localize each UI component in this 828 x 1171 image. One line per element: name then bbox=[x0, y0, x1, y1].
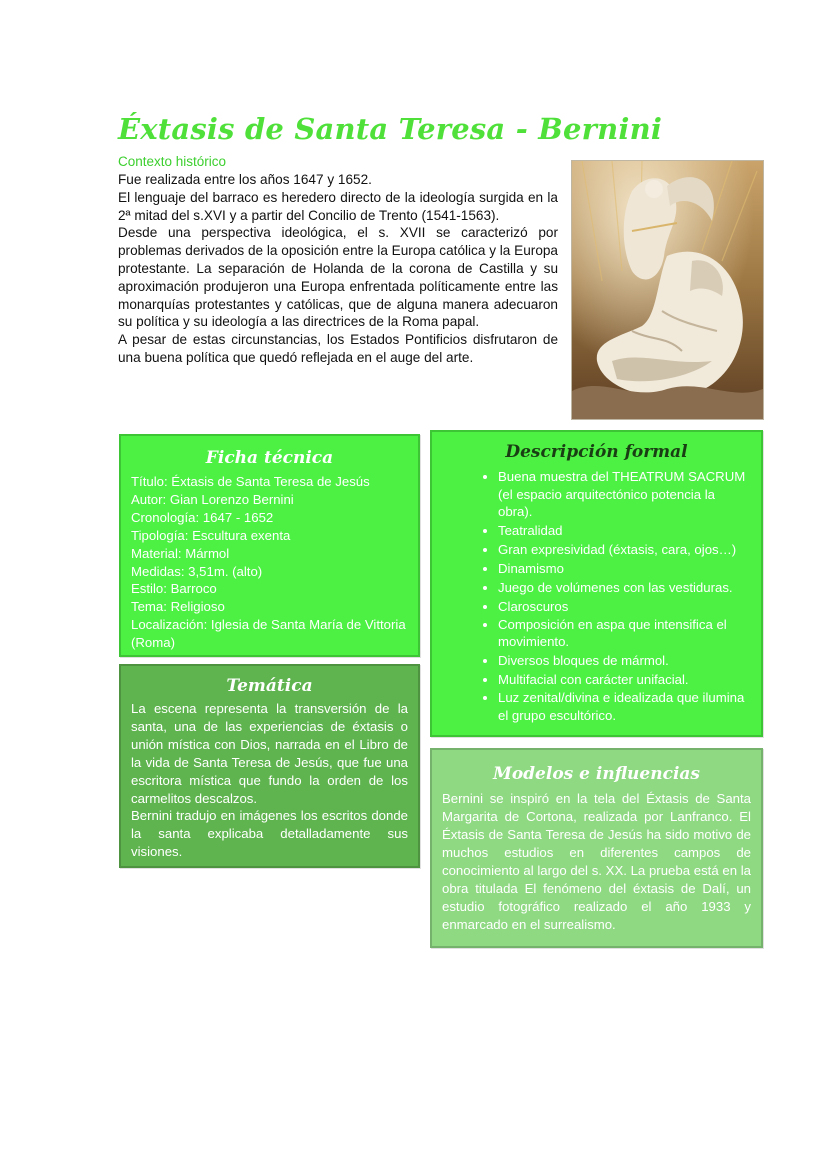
sculpture-photo bbox=[571, 160, 764, 420]
technical-sheet-box bbox=[119, 434, 420, 657]
technical-sheet-lines bbox=[131, 473, 408, 652]
historical-context bbox=[118, 171, 558, 367]
theme-box bbox=[119, 664, 420, 868]
technical-sheet-line: Tipología: Escultura exenta bbox=[131, 527, 291, 543]
list-item: • Luz zenital/divina e idealizada que ilumina el grupo escultórico. bbox=[498, 689, 749, 724]
technical-sheet-line: Localización: Iglesia de Santa María de Vittoria (Roma) bbox=[131, 617, 406, 651]
formal-description-heading: Descripción formal bbox=[505, 442, 688, 462]
list-item: • Gran expresividad (éxtasis, cara, ojos…) bbox=[498, 540, 749, 559]
technical-sheet-line: Estilo: Barroco bbox=[131, 581, 217, 597]
models-influences-text: Bernini se inspiró en la tela del Éxtasis de Santa Margarita de Cortona, realizada por Lanfranco. El Éxtasis de Santa Teresa de Jesús ha sido motivo de muchos estudios en diferentes campos de conocimiento al largo del s. XX. La prueba está en la obra titulada El fenómeno del éxtasis de Dalí, un estudio fotográfico realizado el año 1933 y enmarcado en el surrealismo. bbox=[442, 791, 751, 932]
section-subtitle: Contexto histórico bbox=[118, 154, 227, 169]
list-item: • Juego de volúmenes con las vestiduras. bbox=[498, 578, 749, 597]
list-item: • Multifacial con carácter unifacial. bbox=[498, 670, 749, 689]
history-paragraph: Fue realizada entre los años 1647 y 1652. bbox=[118, 172, 372, 187]
list-item: • Dinamismo bbox=[498, 559, 749, 578]
technical-sheet-line: Material: Mármol bbox=[131, 545, 230, 561]
technical-sheet-line: Tema: Religioso bbox=[131, 599, 225, 615]
technical-sheet-heading: Ficha técnica bbox=[205, 448, 334, 468]
technical-sheet-line: Medidas: 3,51m. (alto) bbox=[131, 563, 263, 579]
theme-heading: Temática bbox=[226, 676, 313, 696]
models-influences-heading: Modelos e influencias bbox=[493, 764, 700, 784]
list-item: • Claroscuros bbox=[498, 597, 749, 616]
formal-description-box bbox=[430, 430, 763, 737]
list-item: • Diversos bloques de mármol. bbox=[498, 651, 749, 670]
list-item: • Teatralidad bbox=[498, 521, 749, 540]
page-title: Éxtasis de Santa Teresa - Bernini bbox=[118, 112, 663, 146]
technical-sheet-line: Título: Éxtasis de Santa Teresa de Jesús bbox=[131, 474, 370, 489]
formal-description-list bbox=[444, 468, 749, 724]
history-paragraph: El lenguaje del barraco es heredero directo de la ideología surgida en la 2ª mitad del s.XVI y a partir del Concilio de Trento (1541-1563). bbox=[118, 189, 558, 223]
technical-sheet-line: Cronología: 1647 - 1652 bbox=[131, 509, 274, 525]
sculpture-illustration bbox=[572, 161, 763, 419]
theme-text bbox=[131, 700, 408, 861]
models-influences-box bbox=[430, 748, 763, 948]
history-paragraph: A pesar de estas circunstancias, los Estados Pontificios disfrutaron de una buena política que quedó reflejada en el auge del arte. bbox=[118, 332, 558, 365]
history-paragraph: Desde una perspectiva ideológica, el s. XVII se caracterizó por problemas derivados de la oposición entre la Europa católica y la Europa protestante. La separación de Holanda de la corona de Castilla y su aproximación produjeron una Europa enfrentada políticamente entre las monarquías protestantes y católicas, que de alguna manera adecuaron su política y su ideología a las directrices de la Roma papal. bbox=[118, 225, 558, 330]
technical-sheet-line: Autor: Gian Lorenzo Bernini bbox=[131, 491, 294, 507]
list-item: • Composición en aspa que intensifica el movimiento. bbox=[498, 616, 749, 651]
list-item: • Buena muestra del THEATRUM SACRUM (el espacio arquitectónico potencia la obra). bbox=[498, 468, 749, 521]
theme-paragraph: La escena representa la transversión de la santa, una de las experiencias de éxtasis o unión mística con Dios, narrada en el Libro de la vida de Santa Teresa de Jesús, que fue una escritora mística que fundo la orden de los carmelitos descalzos. bbox=[131, 701, 408, 806]
theme-paragraph: Bernini tradujo en imágenes los escritos donde la santa explicaba detalladamente sus visiones. bbox=[131, 808, 408, 860]
